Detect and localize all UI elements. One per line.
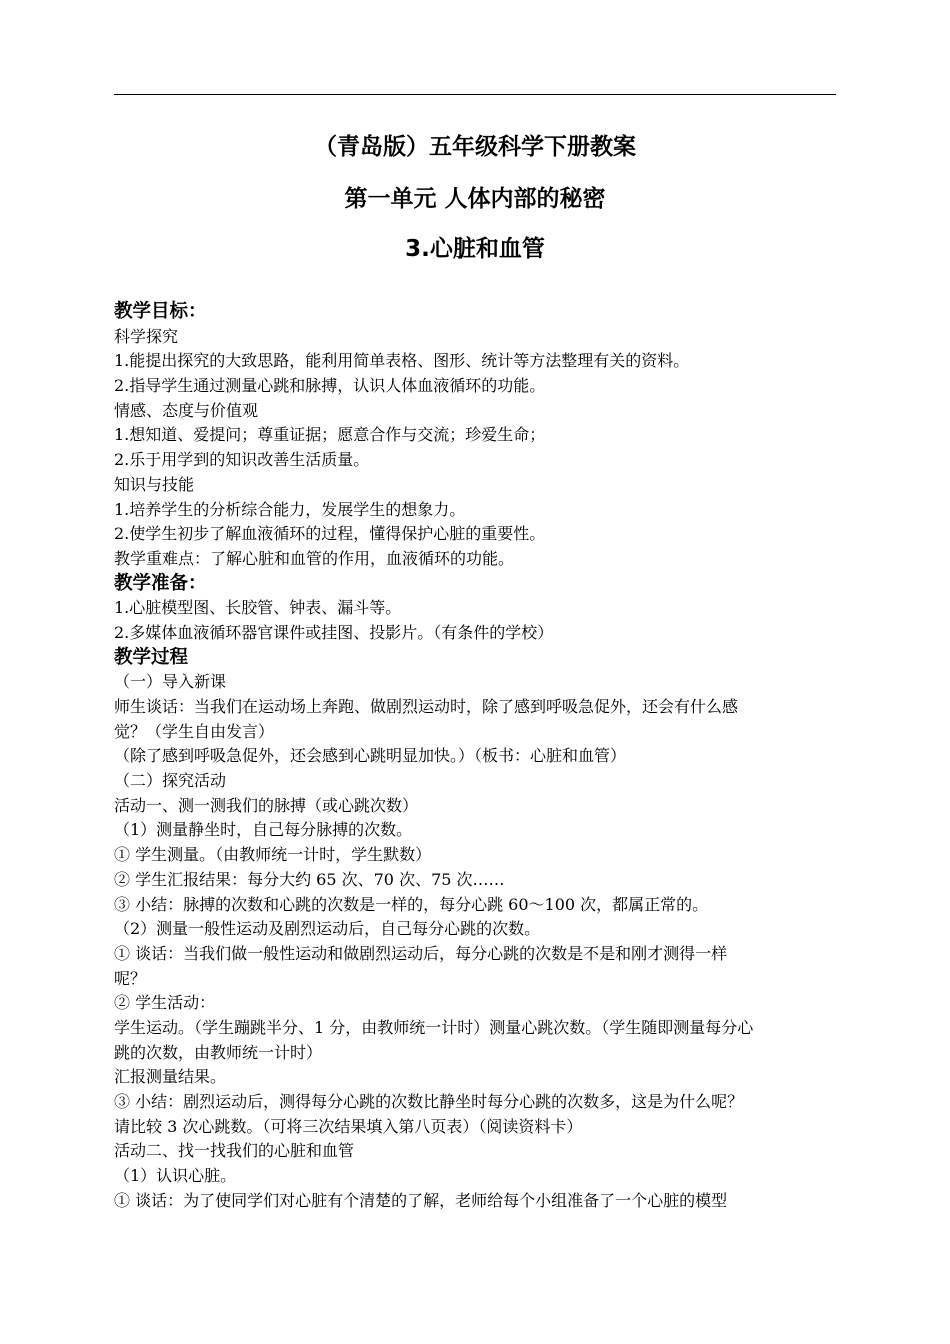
section-heading: 教学目标： [114, 301, 207, 322]
text-line: （1）认识心脏。 [114, 1166, 237, 1186]
text-line: 科学探究 [114, 326, 179, 346]
document-title: （青岛版）五年级科学下册教案 [314, 134, 636, 160]
text-line: ③ 小结：脉搏的次数和心跳的次数是一样的，每分心跳 60～100 次，都属正常的。 [114, 894, 709, 914]
text-line: 觉？（学生自由发言） [114, 721, 275, 741]
lesson-title: 3.心脏和血管 [405, 236, 545, 262]
text-line: ② 学生活动： [114, 993, 216, 1013]
text-line: 1.能提出探究的大致思路，能利用简单表格、图形、统计等方法整理有关的资料。 [114, 351, 690, 371]
text-line: 情感、态度与价值观 [114, 400, 259, 420]
text-line: 呢？ [114, 968, 147, 988]
text-line: 活动二、找一找我们的心脏和血管 [114, 1141, 355, 1161]
text-line: 2.使学生初步了解血液循环的过程，懂得保护心脏的重要性。 [114, 524, 546, 544]
text-line: 2.指导学生通过测量心跳和脉搏，认识人体血液循环的功能。 [114, 376, 546, 396]
text-line: 跳的次数，由教师统一计时） [114, 1042, 323, 1062]
unit-title: 第一单元 人体内部的秘密 [344, 186, 606, 212]
text-line: （2）测量一般性运动及剧烈运动后，自己每分心跳的次数。 [114, 919, 541, 939]
text-line: 请比较 3 次心跳数。（可将三次结果填入第八页表）（阅读资料卡） [114, 1116, 583, 1136]
text-line: （二）探究活动 [114, 771, 227, 791]
text-line: 教学重难点：了解心脏和血管的作用，血液循环的功能。 [114, 548, 515, 568]
text-line: ② 学生汇报结果：每分大约 65 次、70 次、75 次…… [114, 869, 505, 889]
text-line: 师生谈话：当我们在运动场上奔跑、做剧烈运动时，除了感到呼吸急促外，还会有什么感 [114, 697, 739, 716]
text-line: 学生运动。（学生蹦跳半分、1 分，由教师统一计时）测量心跳次数。（学生随即测量每分心 [114, 1017, 754, 1037]
text-line: ① 学生测量。（由教师统一计时，学生默数） [114, 845, 432, 865]
section-heading: 教学过程 [114, 646, 189, 668]
text-line: （除了感到呼吸急促外，还会感到心跳明显加快。）（板书：心脏和血管） [114, 746, 627, 766]
text-line: 汇报测量结果。 [114, 1067, 227, 1087]
text-line: 1.想知道、爱提问；尊重证据；愿意合作与交流；珍爱生命； [114, 425, 546, 445]
text-line: 1.心脏模型图、长胶管、钟表、漏斗等。 [114, 598, 402, 618]
text-line: 知识与技能 [114, 474, 195, 494]
text-line: 1.培养学生的分析综合能力，发展学生的想象力。 [114, 499, 466, 519]
text-line: （一）导入新课 [114, 672, 227, 692]
text-line: 活动一、测一测我们的脉搏（或心跳次数） [114, 795, 419, 815]
text-line: ① 谈话：当我们做一般性运动和做剧烈运动后，每分心跳的次数是不是和刚才测得一样 [114, 943, 728, 963]
document-body [114, 300, 838, 1213]
text-line: 2.乐于用学到的知识改善生活质量。 [114, 450, 370, 470]
text-line: ① 谈话：为了使同学们对心脏有个清楚的了解，老师给每个小组准备了一个心脏的模型 [114, 1190, 728, 1210]
text-line: ③ 小结：剧烈运动后，测得每分心跳的次数比静坐时每分心跳的次数多，这是为什么呢？ [114, 1092, 744, 1111]
section-heading: 教学准备： [114, 572, 207, 594]
text-line: （1）测量静坐时，自己每分脉搏的次数。 [114, 820, 413, 840]
text-line: 2.多媒体血液循环器官课件或挂图、投影片。（有条件的学校） [114, 622, 554, 642]
header-rule [114, 94, 836, 95]
